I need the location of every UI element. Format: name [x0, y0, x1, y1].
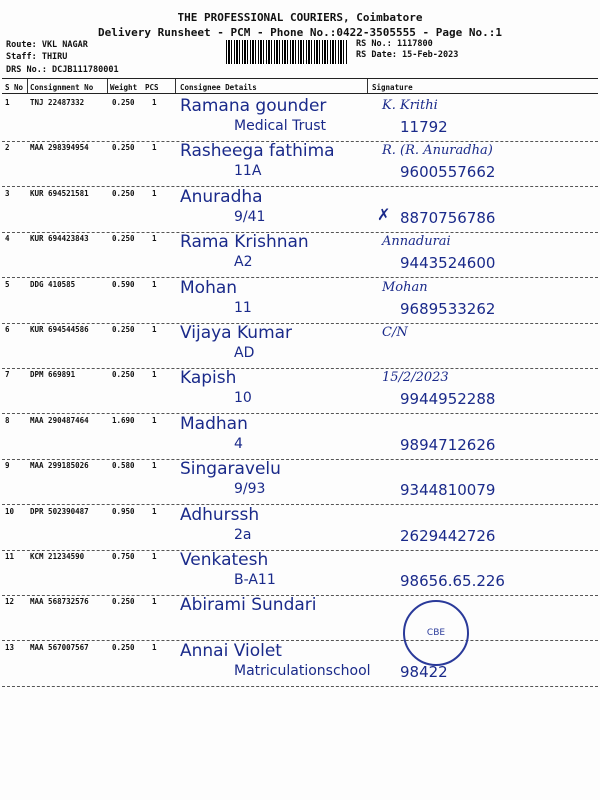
consignee-address: AD: [234, 345, 255, 361]
row-consignment-no: KUR 694544586: [30, 325, 89, 334]
consignee-name: Venkatesh: [180, 550, 269, 570]
drs-number: DRS No.: DCJB111780001: [6, 65, 119, 75]
consignee-name: Singaravelu: [180, 459, 281, 480]
barcode-image: [226, 40, 348, 64]
recipient-phone: 8870756786: [400, 208, 496, 227]
row-pcs: 1: [152, 461, 157, 471]
recipient-phone: 9600557662: [400, 163, 496, 182]
consignee-address: Medical Trust: [234, 118, 326, 134]
stamp-text: CBE: [426, 628, 446, 638]
row-weight: 0.250: [112, 370, 135, 380]
divider: [367, 79, 368, 93]
row-weight: 0.250: [112, 234, 135, 244]
row-weight: 0.250: [112, 143, 135, 153]
consignee-address: 2a: [234, 526, 252, 543]
consignee-address: 4: [234, 435, 243, 452]
consignee-name: Mohan: [180, 277, 238, 298]
row-consignment-no: TNJ 22487332: [30, 98, 85, 107]
consignee-name: Rasheega fathima: [180, 141, 335, 162]
row-weight: 0.250: [112, 597, 135, 607]
rs-date: RS Date: 15-Feb-2023: [356, 50, 459, 60]
divider: [27, 79, 28, 93]
consignee-name: Vijaya Kumar: [180, 323, 293, 343]
row-consignment-no: MAA 298394954: [30, 143, 89, 153]
row-consignment-no: MAA 567007567: [30, 642, 89, 652]
cross-mark: ✗: [377, 204, 391, 224]
consignee-name: Rama Krishnan: [180, 232, 309, 253]
divider: [175, 79, 176, 93]
row-sno: 2: [5, 143, 10, 153]
consignee-address: 11: [234, 299, 252, 316]
table-row: [2, 550, 598, 596]
row-pcs: 1: [152, 642, 157, 652]
row-pcs: 1: [152, 98, 157, 107]
recipient-signature: R. (R. Anuradha): [382, 143, 493, 159]
row-consignment-no: KCM 21234590: [30, 552, 85, 561]
consignee-address: A2: [234, 254, 253, 271]
row-consignment-no: DDG 410585: [30, 279, 76, 289]
row-consignment-no: KUR 694521581: [30, 188, 89, 198]
col-weight: Weight: [110, 83, 138, 92]
row-pcs: 1: [152, 415, 157, 425]
row-sno: 5: [5, 279, 10, 289]
company-seal-stamp: [403, 600, 469, 666]
col-signature: Signature: [372, 83, 413, 92]
row-consignment-no: MAA 290487464: [30, 415, 89, 425]
rs-number: RS No.: 1117800: [356, 39, 433, 49]
table-row: [2, 641, 598, 687]
table-row: [2, 232, 598, 278]
row-weight: 0.580: [112, 461, 135, 471]
row-weight: 0.250: [112, 188, 135, 198]
row-sno: 12: [5, 597, 15, 607]
table-row: [2, 187, 598, 233]
row-consignment-no: DPR 502390487: [30, 506, 89, 516]
table-row: [2, 278, 598, 324]
row-sno: 4: [5, 234, 10, 244]
table-row: [2, 368, 598, 414]
recipient-signature: 15/2/2023: [382, 370, 449, 386]
recipient-phone: 98422: [400, 662, 448, 681]
company-title: THE PROFESSIONAL COURIERS, Coimbatore: [177, 11, 423, 24]
recipient-signature: C/N: [382, 325, 408, 340]
consignee-name: Abirami Sundari: [180, 595, 317, 616]
table-row: [2, 414, 598, 460]
recipient-phone: 11792: [400, 118, 448, 136]
row-pcs: 1: [152, 552, 157, 561]
row-consignment-no: KUR 694423843: [30, 234, 89, 244]
table-top-rule: [2, 78, 598, 79]
table-row: [2, 323, 598, 369]
recipient-phone: 9894712626: [400, 435, 496, 454]
consignee-address: 11A: [234, 163, 262, 180]
row-pcs: 1: [152, 370, 157, 380]
consignee-name: Madhan: [180, 413, 248, 434]
row-weight: 0.750: [112, 552, 135, 561]
row-consignment-no: DPM 669891: [30, 370, 76, 380]
row-pcs: 1: [152, 188, 157, 198]
row-sno: 13: [5, 642, 15, 652]
col-consignment: Consignment No: [30, 83, 94, 92]
row-sno: 10: [5, 506, 15, 516]
recipient-signature: Mohan: [382, 279, 428, 295]
table-row: [2, 459, 598, 505]
row-sno: 6: [5, 325, 10, 334]
table-header-rule: [2, 93, 598, 94]
row-pcs: 1: [152, 597, 157, 607]
recipient-phone: 2629442726: [400, 526, 496, 545]
row-weight: 0.250: [112, 98, 135, 107]
row-weight: 0.590: [112, 279, 135, 289]
row-consignment-no: MAA 299185026: [30, 461, 89, 471]
divider: [107, 79, 108, 93]
row-sno: 9: [5, 461, 10, 471]
consignee-address: 9/41: [234, 208, 266, 225]
table-row: [2, 96, 598, 142]
consignee-address: B-A11: [234, 572, 276, 588]
row-sno: 8: [5, 415, 10, 425]
col-consignee: Consignee Details: [180, 83, 257, 92]
staff-label: Staff: THIRU: [6, 52, 68, 62]
consignee-name: Kapish: [180, 368, 237, 389]
recipient-phone: 9443524600: [400, 254, 496, 273]
consignee-name: Ramana gounder: [180, 96, 327, 116]
consignee-name: Adhurssh: [180, 504, 260, 525]
consignee-address: 10: [234, 390, 252, 407]
row-pcs: 1: [152, 325, 157, 334]
consignee-address: Matriculationschool: [234, 662, 371, 679]
consignee-name: Annai Violet: [180, 640, 282, 661]
row-weight: 0.250: [112, 642, 135, 652]
row-sno: 3: [5, 188, 10, 198]
col-sno: S No: [5, 83, 24, 92]
row-weight: 0.250: [112, 325, 135, 334]
row-pcs: 1: [152, 506, 157, 516]
consignee-address: 9/93: [234, 481, 266, 498]
recipient-phone: 9944952288: [400, 390, 496, 409]
row-pcs: 1: [152, 279, 157, 289]
row-weight: 1.690: [112, 415, 135, 425]
row-pcs: 1: [152, 234, 157, 244]
row-sno: 1: [5, 98, 10, 107]
route-label: Route: VKL NAGAR: [6, 40, 88, 50]
row-weight: 0.950: [112, 506, 135, 516]
row-pcs: 1: [152, 143, 157, 153]
recipient-signature: K. Krithi: [382, 98, 438, 113]
recipient-phone: 9344810079: [400, 481, 496, 500]
col-pcs: PCS: [145, 83, 159, 92]
runsheet-title: Delivery Runsheet - PCM - Phone No.:0422-3505555 - Page No.:1: [98, 26, 502, 39]
recipient-signature: Annadurai: [382, 234, 451, 250]
row-sno: 11: [5, 552, 15, 561]
row-consignment-no: MAA 568732576: [30, 597, 89, 607]
table-row: [2, 595, 598, 641]
recipient-phone: 9689533262: [400, 299, 496, 318]
consignee-name: Anuradha: [180, 186, 263, 207]
table-row: [2, 141, 598, 187]
row-sno: 7: [5, 370, 10, 380]
row-divider: [2, 686, 598, 687]
recipient-phone: 98656.65.226: [400, 572, 505, 590]
table-row: [2, 505, 598, 551]
